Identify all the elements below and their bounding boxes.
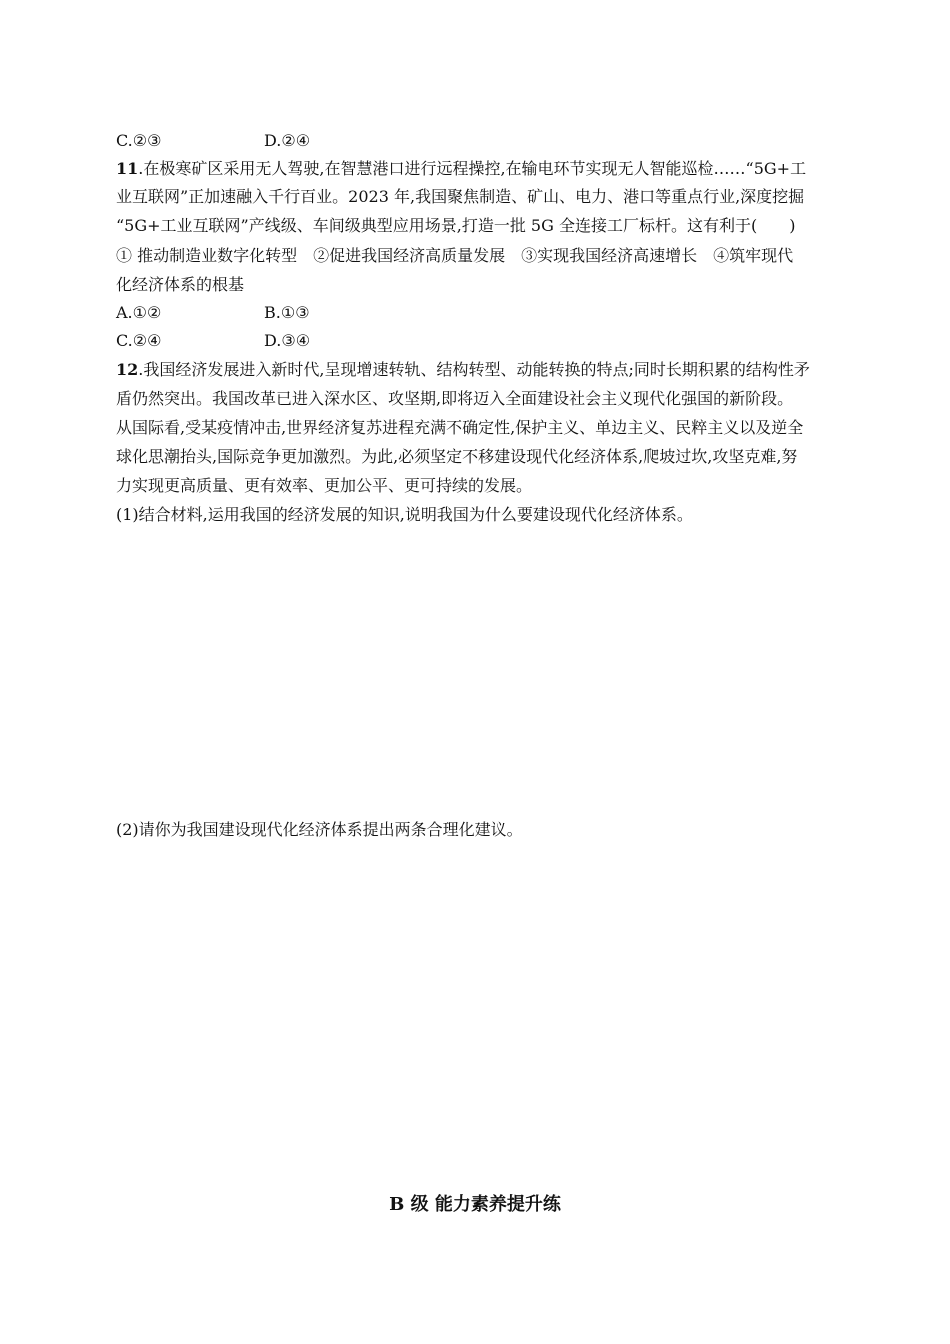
q11-option-b: B.①③ [264,303,310,322]
q11-option-d: D.③④ [264,331,311,350]
q12-number: 12 [116,360,139,379]
q11-option-c: C.②④ [116,331,162,350]
q12-stem-line-2: 盾仍然突出。我国改革已进入深水区、攻坚期,即将迈入全面建设社会主义现代化强国的新阶段。 [116,389,794,408]
q11-statements-line-1: ① 推动制造业数字化转型 ②促进我国经济高质量发展 ③实现我国经济高速增长 ④筑牢现代 [116,246,794,265]
q12-stem-line-5: 力实现更高质量、更有效率、更加公平、更可持续的发展。 [116,476,533,495]
q12-subquestion-1: (1)结合材料,运用我国的经济发展的知识,说明我国为什么要建设现代化经济体系。 [116,505,693,524]
q10-options-row [116,131,310,151]
q10-option-d: D.②④ [264,131,311,150]
q11-options-row-2 [116,331,310,351]
q10-option-c: C.②③ [116,131,162,150]
q11-statements-line-2: 化经济体系的根基 [116,275,245,294]
q11-stem-line-1: 11.在极寒矿区采用无人驾驶,在智慧港口进行远程操控,在输电环节实现无人智能巡检……“5G+工 [116,159,807,178]
q11-options-row-1 [116,303,310,323]
q11-number: 11 [116,159,139,178]
q11-stem-line-3: “5G+工业互联网”产线级、车间级典型应用场景,打造一批 5G 全连接工厂标杆。这有利于( ) [116,216,796,235]
q12-stem-line-1: 12.我国经济发展进入新时代,呈现增速转轨、结构转型、动能转换的特点;同时长期积累的结构性矛 [116,360,810,379]
q12-subquestion-2: (2)请你为我国建设现代化经济体系提出两条合理化建议。 [116,820,523,839]
q11-stem-line-2: 业互联网”正加速融入千行百业。2023 年,我国聚焦制造、矿山、电力、港口等重点行业,深度挖掘 [116,187,805,206]
q11-option-a: A.①② [116,303,162,322]
q12-stem-line-4: 球化思潮抬头,国际竞争更加激烈。为此,必须坚定不移建设现代化经济体系,爬坡过坎,攻坚克难,努 [116,447,798,466]
section-title: B 级 能力素养提升练 [389,1194,561,1215]
q12-stem-line-3: 从国际看,受某疫情冲击,世界经济复苏进程充满不确定性,保护主义、单边主义、民粹主义以及逆全 [116,418,804,437]
